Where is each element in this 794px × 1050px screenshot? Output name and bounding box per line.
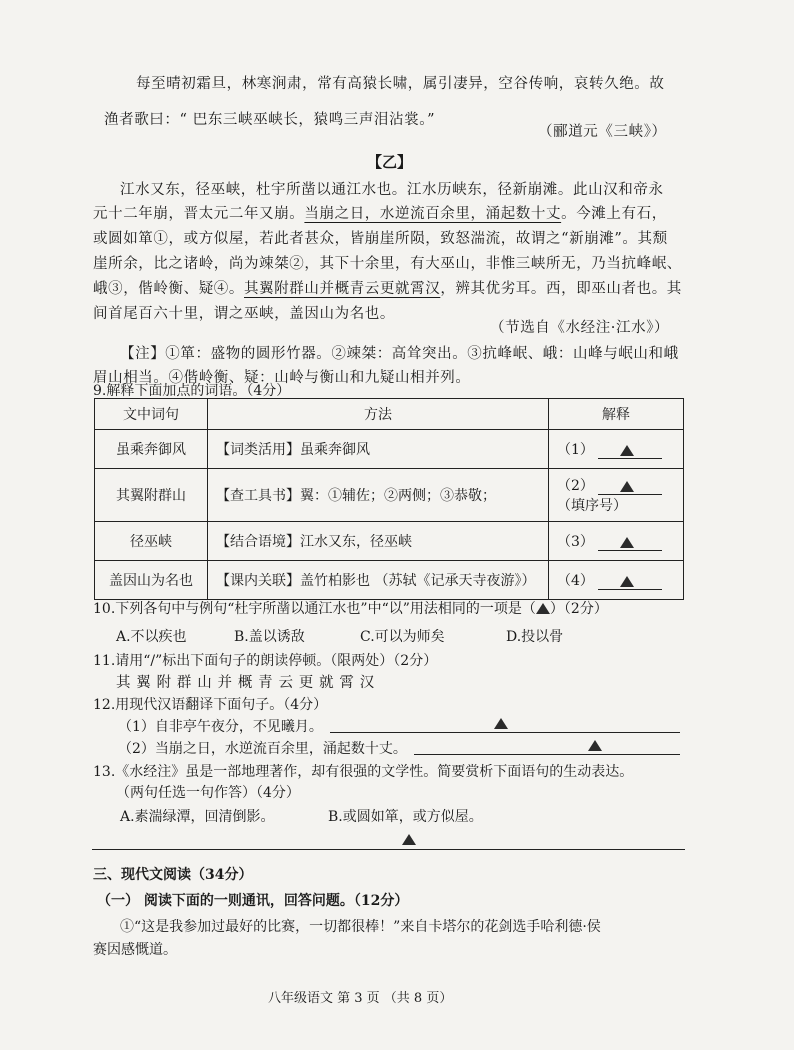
q10-option-a[interactable]: A.不以疾也 — [116, 629, 187, 645]
q11-sentence[interactable]: 其 翼 附 群 山 并 概 青 云 更 就 霄 汉 — [116, 675, 375, 691]
q9-header-row — [95, 399, 684, 430]
q13-prompt-2: （两句任选一句作答）（4分） — [116, 785, 300, 801]
yi-line-3: 或圆如箪①，或方似屋，若此者甚众，皆崩崖所陨，致怒湍流，故谓之“新崩滩”。其颓 — [93, 231, 668, 247]
yi-line-2 — [93, 202, 667, 223]
table-row — [95, 561, 684, 600]
q9-answer-cell — [549, 561, 684, 600]
q11-prompt: 11.请用“/”标出下面句子的朗读停顿。（限两处）（2分） — [93, 653, 438, 669]
jia-line-1: 每至晴初霜旦，林寒涧肃，常有高猿长啸，属引凄异，空谷传响，哀转久绝。故 — [136, 76, 665, 92]
jia-line-2: 渔者歌曰：“ 巴东三峡巫峡长，猿鸣三声泪沾裳。” — [104, 112, 436, 128]
q9-phrase: 径巫峡 — [95, 522, 208, 561]
triangle-icon — [620, 537, 634, 548]
table-row — [95, 469, 684, 522]
q9-header-method: 方法 — [208, 399, 549, 430]
triangle-icon — [620, 576, 634, 587]
q9-header-phrase: 文中词句 — [95, 399, 208, 430]
q10-prompt — [93, 598, 608, 618]
q13-answer-line[interactable] — [92, 849, 685, 850]
notes-line-2: 眉山相当。④偕岭衡、疑：山岭与衡山和九疑山相并列。 — [93, 370, 471, 386]
yi-line-2-a: 元十二年崩，晋太元二年又崩。 — [93, 206, 305, 222]
q13-option-b: B.或圆如箪，或方似屋。 — [328, 809, 483, 825]
yi-line-6: 间首尾百六十里，谓之巫峡，盖因山为名也。 — [93, 306, 395, 322]
q9-method: 【查工具书】翼：①辅佐；②两侧；③恭敬； — [208, 469, 549, 522]
triangle-icon — [494, 718, 508, 729]
q9-answer-label: （2） — [557, 478, 594, 494]
q9-answer-cell — [549, 430, 684, 469]
q10-prompt-text: 10.下列各句中与例句“杜宇所凿以通江水也”中“以”用法相同的一项是（ — [93, 601, 536, 617]
section-3-para-1a: ①“这是我参加过最好的比赛，一切都很棒！”来自卡塔尔的花剑选手哈利德·侯 — [120, 919, 601, 935]
yi-line-2-c: 。今滩上有石， — [561, 206, 667, 222]
q12-answer-line-2[interactable] — [414, 754, 680, 755]
yi-line-4: 崖所余，比之诸岭，尚为竦桀②，其下十余里，有大巫山，非惟三峡所无，乃当抗峰岷、 — [93, 256, 682, 272]
q10-prompt-end: ）（2分） — [549, 601, 608, 617]
table-row — [95, 522, 684, 561]
section-3-para-1b: 赛因感慨道。 — [93, 942, 177, 958]
yi-source: （节选自《水经注·江水》） — [490, 320, 670, 336]
q10-option-c[interactable]: C.可以为师矣 — [360, 629, 445, 645]
yi-underlined-sentence-1: 当崩之日，水逆流百余里，涌起数十丈 — [304, 206, 562, 222]
q9-phrase: 盖因山为名也 — [95, 561, 208, 600]
q9-answer-label: （3） — [557, 534, 594, 550]
yi-underlined-sentence-2: 其翼附群山并概青云更就霄汉 — [244, 281, 441, 297]
jia-source: （郦道元《三峡》） — [538, 124, 667, 140]
section-3-title: 三、现代文阅读（34分） — [93, 867, 253, 883]
triangle-icon — [620, 481, 634, 492]
answer-blank[interactable] — [598, 480, 662, 495]
q9-answer-label: （1） — [557, 442, 594, 458]
q12-item-2: （2）当崩之日，水逆流百余里，涌起数十丈。 — [118, 741, 407, 757]
yi-line-5-a: 峨③，偕岭衡、疑④。 — [93, 281, 244, 297]
yi-line-5 — [93, 277, 682, 298]
q13-option-a: A.素湍绿潭，回清倒影。 — [120, 809, 275, 825]
answer-blank[interactable] — [598, 444, 662, 459]
yi-title: 【乙】 — [367, 153, 413, 171]
triangle-icon[interactable] — [536, 603, 550, 614]
triangle-icon — [588, 740, 602, 751]
q9-header-answer: 解释 — [549, 399, 684, 430]
notes-line-1: 【注】①箪：盛物的圆形竹器。②竦桀：高耸突出。③抗峰岷、峨：山峰与岷山和峨 — [120, 346, 679, 362]
q9-answer-label: （4） — [557, 573, 594, 589]
q9-phrase: 其翼附群山 — [95, 469, 208, 522]
triangle-icon — [620, 445, 634, 456]
q13-prompt: 13.《水经注》虽是一部地理著作，却有很强的文学性。简要赏析下面语句的生动表达。 — [93, 764, 634, 780]
answer-blank[interactable] — [598, 575, 662, 590]
q9-table — [94, 398, 684, 600]
section-3-part-1: （一） 阅读下面的一则通讯，回答问题。（12分） — [97, 893, 409, 909]
q12-item-1: （1）自非亭午夜分，不见曦月。 — [118, 719, 323, 735]
q9-prompt: 9.解释下面加点的词语。（4分） — [93, 383, 291, 399]
q12-prompt: 12.用现代汉语翻译下面句子。（4分） — [93, 697, 328, 713]
yi-line-5-c: ，辨其优劣耳。西，即巫山者也。其 — [440, 281, 682, 297]
triangle-icon — [402, 834, 416, 845]
page-footer: 八年级语文 第 3 页 （共 8 页） — [268, 991, 453, 1006]
table-row — [95, 430, 684, 469]
q10-option-d[interactable]: D.投以骨 — [506, 629, 564, 645]
yi-line-1: 江水又东，径巫峡，杜宇所凿以通江水也。江水历峡东，径新崩滩。此山汉和帝永 — [120, 182, 664, 198]
q9-method: 【结合语境】江水又东，径巫峡 — [208, 522, 549, 561]
q9-answer-note: （填序号） — [557, 498, 627, 514]
q12-answer-line-1[interactable] — [330, 732, 680, 733]
q9-phrase: 虽乘奔御风 — [95, 430, 208, 469]
q9-method: 【词类活用】虽乘奔御风 — [208, 430, 549, 469]
q10-option-b[interactable]: B.盖以诱敌 — [234, 629, 305, 645]
q9-answer-cell — [549, 522, 684, 561]
q9-answer-cell — [549, 469, 684, 522]
answer-blank[interactable] — [598, 536, 662, 551]
q9-method: 【课内关联】盖竹柏影也 （苏轼《记承天寺夜游》） — [208, 561, 549, 600]
